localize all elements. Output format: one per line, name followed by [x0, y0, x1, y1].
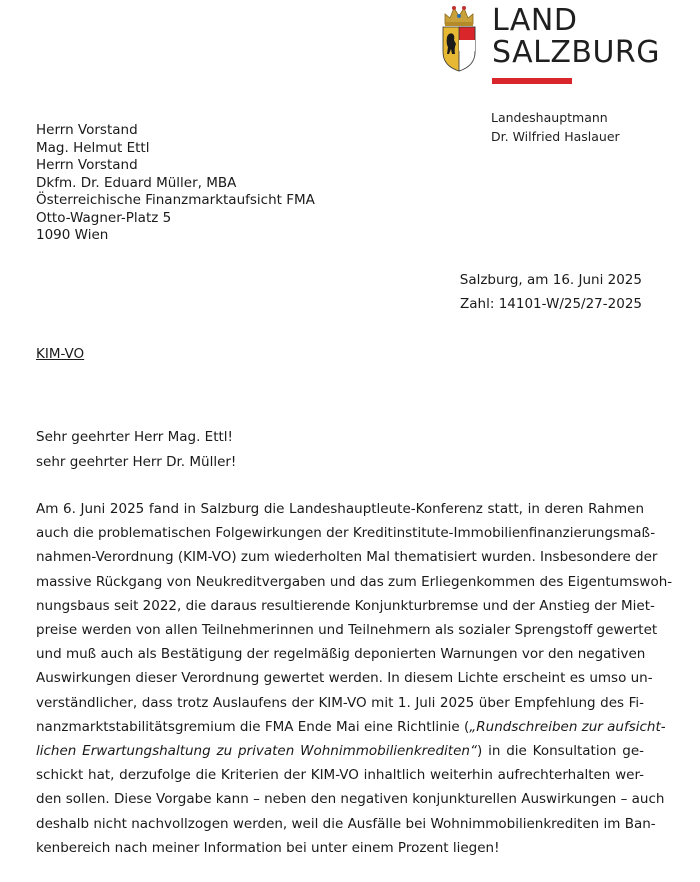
sender-office: [491, 108, 620, 146]
body-text: nanzmarktstabilitätsgremium die FMA Ende Mai eine Richtlinie (: [36, 718, 470, 735]
salutation-line-1: Sehr geehrter Herr Mag. Ettl!: [36, 429, 233, 445]
body-line: Auswirkungen dieser Verordnung gewertet werden. In diesem Lichte erscheint es umso un-: [36, 670, 653, 687]
salutation-line-2: sehr geehrter Herr Dr. Müller!: [36, 454, 237, 470]
body-line-mixed: [36, 715, 666, 739]
recipient-line: Österreichische Finanzmarktaufsicht FMA: [36, 192, 315, 208]
recipient-line: Dkfm. Dr. Eduard Müller, MBA: [36, 174, 237, 191]
recipient-line: Otto-Wagner-Platz 5: [36, 209, 172, 226]
body-line: preise werden von allen Teilnehmerinnen und Teilnehmern als sozialer Sprengstoff gewertet: [36, 622, 658, 639]
reference-number: Zahl: 14101-W/25/27-2025: [460, 296, 642, 312]
salutation: [36, 425, 236, 475]
subject-line: KIM-VO: [36, 346, 85, 362]
body-text: ) in die Konsultation ge-: [476, 743, 644, 760]
body-line: schickt hat, derzufolge die Kriterien der KIM-VO inhaltlich weiterhin aufrechterhalten wer-: [36, 767, 644, 784]
office-name: Dr. Wilfried Haslauer: [491, 129, 620, 144]
recipient-line: Herrn Vorstand: [36, 157, 138, 173]
place-date: Salzburg, am 16. Juni 2025: [459, 272, 642, 288]
brand-accent-bar: [492, 78, 572, 84]
body-line: auch die problematischen Folgewirkungen der Kreditinstitute-Immobilienfinanzierungsmaß-: [36, 525, 656, 542]
body-line: verständlicher, dass trotz Auslaufens der KIM-VO mit 1. Juli 2025 über Empfehlung des Fi-: [36, 694, 644, 711]
body-line: nungsbaus seit 2022, die daraus resultierende Konjunkturbremse und der Anstieg der Miet-: [36, 597, 655, 614]
body-line: deshalb nicht nachvollzogen werden, weil die Ausfälle bei Wohnimmobilienkrediten im Ban-: [36, 815, 656, 832]
office-title: Landeshauptmann: [491, 110, 608, 125]
land-salzburg-logo: [440, 4, 670, 84]
body-line: massive Rückgang von Neukreditvergaben und das zum Erliegenkommen des Eigentumswoh-: [36, 573, 673, 590]
brand-line-1: LAND: [492, 3, 578, 38]
circular-title-part-1: „Rundschreiben zur aufsicht-: [469, 718, 666, 735]
letter-body: [36, 497, 673, 860]
recipient-line: Herrn Vorstand: [36, 122, 138, 138]
body-line: und muß auch als Bestätigung der regelmäßig deponierten Warnungen vor den negativen: [36, 646, 646, 663]
body-line: kenbereich nach meiner Information bei unter einem Prozent liegen!: [36, 839, 500, 856]
coat-of-arms-icon: [440, 4, 478, 72]
recipient-line: 1090 Wien: [36, 227, 109, 243]
recipient-address: [36, 122, 315, 245]
circular-title-part-2: lichen Erwartungshaltung zu privaten Wohnimmobilienkrediten“: [36, 743, 477, 760]
letter-meta: [460, 268, 642, 316]
recipient-line: Mag. Helmut Ettl: [36, 139, 150, 156]
body-line: den sollen. Diese Vorgabe kann – neben den negativen konjunkturellen Auswirkungen – auch: [36, 791, 665, 808]
brand-line-2: SALZBURG: [492, 35, 661, 70]
body-line-mixed: [36, 739, 644, 763]
body-line: Am 6. Juni 2025 fand in Salzburg die Landeshauptleute-Konferenz statt, in deren Rahmen: [36, 501, 644, 517]
body-line: nahmen-Verordnung (KIM-VO) zum wiederholten Mal thematisiert wurden. Insbesondere der: [36, 549, 658, 566]
